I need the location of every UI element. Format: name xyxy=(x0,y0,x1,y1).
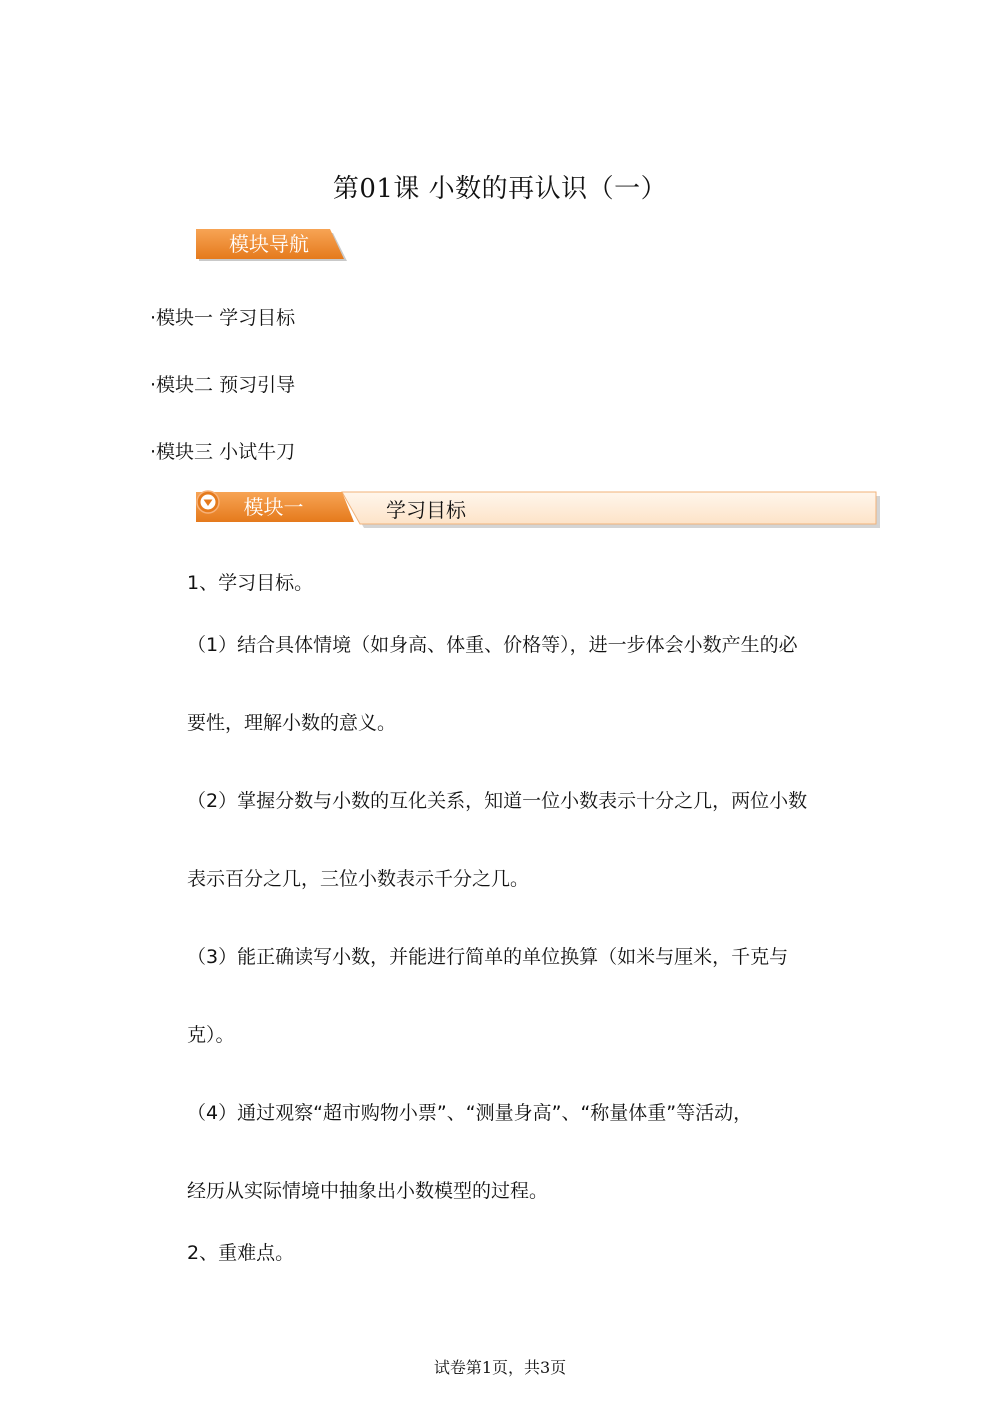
module-nav-list xyxy=(150,300,295,501)
objective-4 xyxy=(187,1074,867,1230)
objective-2-line-1: （2）掌握分数与小数的互化关系，知道一位小数表示十分之几，两位小数 xyxy=(187,790,808,812)
page-title: 第01课 小数的再认识（一） xyxy=(332,174,668,204)
objective-1 xyxy=(187,606,867,762)
page-footer: 试卷第1页，共3页 xyxy=(433,1358,567,1377)
objective-2 xyxy=(187,762,867,918)
section-heading-key-points: 2、重难点。 xyxy=(187,1242,295,1264)
objective-1-line-2: 要性，理解小数的意义。 xyxy=(187,712,397,734)
module-nav-tab xyxy=(196,229,346,261)
nav-item-module-2[interactable]: ·模块二 预习引导 xyxy=(150,374,296,396)
objective-2-line-2: 表示百分之几，三位小数表示千分之几。 xyxy=(187,868,530,890)
objective-4-line-2: 经历从实际情境中抽象出小数模型的过程。 xyxy=(187,1180,549,1202)
objective-3 xyxy=(187,918,867,1074)
objective-4-line-1: （4）通过观察“超市购物小票”、“测量身高”、“称量体重”等活动， xyxy=(187,1102,753,1124)
module-title-label: 学习目标 xyxy=(386,498,466,522)
module-number-label: 模块一 xyxy=(243,495,304,519)
objective-1-line-1: （1）结合具体情境（如身高、体重、价格等），进一步体会小数产生的必 xyxy=(187,634,798,656)
nav-tab-label: 模块导航 xyxy=(229,232,309,256)
module-header xyxy=(196,490,880,530)
nav-item-module-1[interactable]: ·模块一 学习目标 xyxy=(150,307,296,329)
objective-3-line-2: 克）。 xyxy=(187,1024,235,1046)
nav-item-module-3[interactable]: ·模块三 小试牛刀 xyxy=(150,441,296,463)
section-heading-objectives: 1、学习目标。 xyxy=(187,572,314,594)
objective-3-line-1: （3）能正确读写小数，并能进行简单的单位换算（如米与厘米，千克与 xyxy=(187,946,789,968)
learning-objectives-content xyxy=(187,560,867,1276)
chevron-down-circle-icon[interactable] xyxy=(196,490,220,514)
